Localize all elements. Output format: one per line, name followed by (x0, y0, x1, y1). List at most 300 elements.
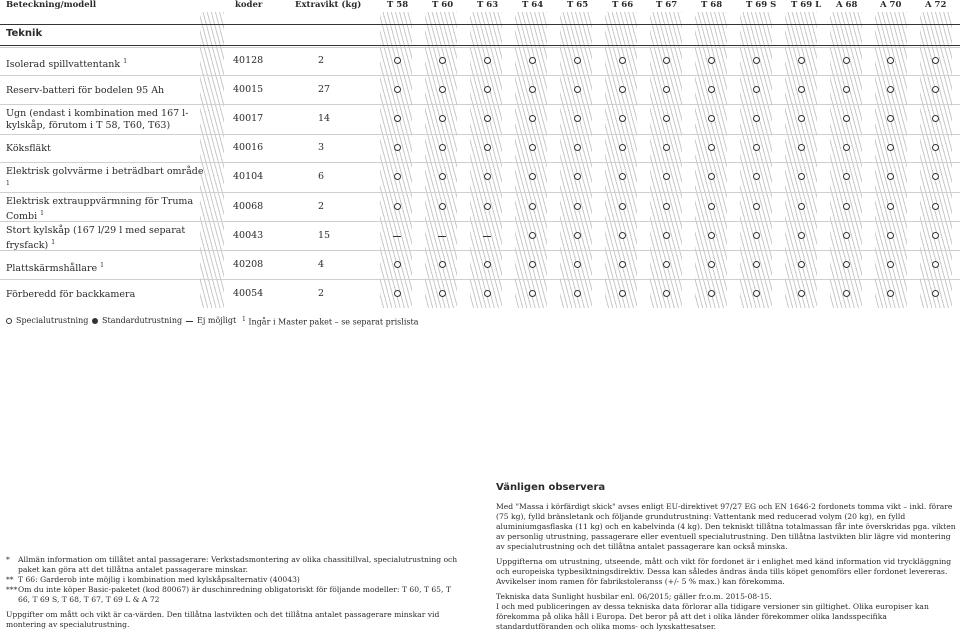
footnote-1 (6, 555, 464, 575)
open-circle-icon (887, 290, 894, 297)
vanligen-p1: Med "Massa i körfärdigt skick" avses enligt EU-direktivet 97/27 EG och EN 1646-2 fordonets tomma vikt – inkl. förare (75 kg), fylld bränsletank och följande grundutrustning: Vattentank med reducerad volym (20 kg), en fylld aluminiumgasflaska (11 kg) och en kabelvinda (4 kg). Den tekniskt tillåtna totalmassan får inte överskridas pga. vikten av personlig utrustning, passagerare eller eventuell specialutrustning. Den tillåtna lastvikten blir lägre vid montering av specialutrustning och det tillåtna antalet passagerare kan också minska. (496, 502, 956, 551)
availability-cell (571, 203, 583, 213)
open-circle-icon (932, 203, 939, 210)
open-circle-icon (619, 232, 626, 239)
row-code: 40054 (233, 288, 264, 299)
availability-cell (929, 173, 941, 183)
open-circle-icon (843, 203, 850, 210)
col-header-model: T 60 (432, 0, 454, 10)
open-circle-icon (394, 144, 401, 151)
availability-cell (705, 232, 717, 242)
open-circle-icon (574, 203, 581, 210)
availability-cell (526, 173, 538, 183)
footnote-3-mark: *** (6, 585, 18, 594)
open-circle-icon (708, 232, 715, 239)
availability-cell (705, 57, 717, 67)
availability-cell (481, 261, 493, 271)
availability-cell (436, 86, 448, 96)
open-circle-icon (843, 173, 850, 180)
table-row (0, 75, 960, 105)
col-header-model: T 69 S (746, 0, 777, 10)
row-label (6, 260, 206, 275)
availability-cell (705, 173, 717, 183)
footnote-2 (6, 575, 464, 585)
open-circle-icon (529, 144, 536, 151)
availability-cell (840, 290, 852, 300)
availability-cell (481, 290, 493, 300)
availability-cell (660, 86, 672, 96)
open-circle-icon (843, 57, 850, 64)
open-circle-icon (932, 86, 939, 93)
open-circle-icon (887, 203, 894, 210)
open-circle-icon (708, 144, 715, 151)
vanligen-p3b: I och med publiceringen av dessa tekniska data förlorar alla tidigare versioner sin giltighet. Olika europiser kan förekomma på olika håll i Europa. Det beror på att det i olika länder förekommer olika landsspecifika standardutföranden och olika moms- och lyxskattesatser. (496, 602, 929, 631)
availability-cell (571, 115, 583, 125)
open-circle-icon (394, 173, 401, 180)
availability-cell (660, 173, 672, 183)
availability-cell (660, 290, 672, 300)
availability-cell (436, 232, 448, 242)
open-circle-icon (574, 144, 581, 151)
availability-cell (481, 144, 493, 154)
row-weight: 14 (318, 113, 331, 124)
dash-icon (438, 236, 446, 237)
row-label (6, 56, 206, 71)
availability-cell (840, 173, 852, 183)
availability-cell (929, 290, 941, 300)
open-circle-icon (619, 261, 626, 268)
row-label-text: Elektrisk extrauppvärmning för Truma Combi (6, 196, 194, 223)
row-weight: 2 (318, 288, 325, 299)
table-row (0, 250, 960, 280)
availability-cell (660, 203, 672, 213)
open-circle-icon (843, 144, 850, 151)
availability-cell (840, 115, 852, 125)
open-circle-icon (439, 261, 446, 268)
open-circle-icon (753, 57, 760, 64)
availability-cell (436, 290, 448, 300)
open-circle-icon (932, 115, 939, 122)
availability-cell (571, 173, 583, 183)
availability-cell (660, 232, 672, 242)
availability-cell (616, 173, 628, 183)
availability-cell (616, 290, 628, 300)
availability-cell (750, 57, 762, 67)
availability-cell (481, 203, 493, 213)
availability-cell (929, 261, 941, 271)
open-circle-icon (484, 115, 491, 122)
col-header-name: Beteckning/modell (6, 0, 97, 10)
availability-cell (884, 57, 896, 67)
row-label-text: Reserv-batteri för bodelen 95 Ah (6, 85, 165, 96)
availability-cell (840, 86, 852, 96)
availability-cell (571, 290, 583, 300)
availability-cell (884, 173, 896, 183)
row-label (6, 143, 206, 155)
availability-cell (795, 173, 807, 183)
table-row (0, 192, 960, 222)
open-circle-icon (932, 173, 939, 180)
availability-cell (840, 261, 852, 271)
table-row (0, 221, 960, 251)
availability-cell (436, 173, 448, 183)
availability-cell (750, 86, 762, 96)
availability-cell (481, 173, 493, 183)
open-circle-icon (529, 57, 536, 64)
table-row (0, 47, 960, 76)
open-circle-icon (529, 203, 536, 210)
availability-cell (391, 57, 403, 67)
availability-cell (526, 57, 538, 67)
row-label-sup: 1 (51, 239, 56, 246)
col-header-model: A 70 (880, 0, 902, 10)
open-circle-icon (484, 144, 491, 151)
col-header-model: T 58 (387, 0, 409, 10)
open-circle-icon (708, 115, 715, 122)
open-circle-icon (887, 115, 894, 122)
open-circle-icon (484, 261, 491, 268)
open-circle-icon (843, 86, 850, 93)
availability-cell (750, 144, 762, 154)
vanligen-notes (496, 502, 956, 637)
open-circle-icon (619, 144, 626, 151)
row-label-sup: 1 (123, 58, 128, 65)
open-circle-icon (663, 203, 670, 210)
row-code: 40128 (233, 55, 264, 66)
row-weight: 15 (318, 230, 331, 241)
open-circle-icon (439, 86, 446, 93)
availability-cell (705, 261, 717, 271)
availability-cell (840, 57, 852, 67)
open-circle-icon (932, 290, 939, 297)
col-header-weight: Extravikt (kg) (295, 0, 362, 10)
open-circle-icon (394, 290, 401, 297)
availability-cell (705, 144, 717, 154)
open-circle-icon (753, 261, 760, 268)
open-circle-icon (6, 318, 12, 324)
row-code: 40043 (233, 230, 264, 241)
open-circle-icon (843, 232, 850, 239)
section-bar (0, 24, 960, 46)
open-circle-icon (439, 203, 446, 210)
open-circle-icon (798, 144, 805, 151)
open-circle-icon (753, 173, 760, 180)
section-title: Teknik (6, 28, 43, 39)
availability-cell (436, 115, 448, 125)
open-circle-icon (798, 86, 805, 93)
availability-cell (571, 86, 583, 96)
open-circle-icon (708, 203, 715, 210)
open-circle-icon (663, 115, 670, 122)
open-circle-icon (574, 173, 581, 180)
availability-cell (750, 261, 762, 271)
open-circle-icon (887, 173, 894, 180)
availability-cell (660, 144, 672, 154)
open-circle-icon (887, 144, 894, 151)
availability-cell (481, 232, 493, 242)
availability-cell (526, 203, 538, 213)
col-header-model: T 63 (477, 0, 499, 10)
footnote-2-mark: ** (6, 575, 14, 584)
open-circle-icon (619, 173, 626, 180)
availability-cell (929, 57, 941, 67)
row-code: 40068 (233, 201, 264, 212)
row-label (6, 166, 206, 193)
open-circle-icon (753, 86, 760, 93)
legend-not-possible-label: Ej möjligt (197, 316, 237, 325)
open-circle-icon (753, 115, 760, 122)
availability-cell (526, 261, 538, 271)
legend-special-label: Specialutrustning (16, 316, 89, 325)
availability-cell (391, 86, 403, 96)
row-code: 40208 (233, 259, 264, 270)
open-circle-icon (663, 173, 670, 180)
legend-standard (92, 316, 182, 325)
open-circle-icon (529, 86, 536, 93)
open-circle-icon (574, 115, 581, 122)
row-label (6, 196, 206, 223)
open-circle-icon (798, 261, 805, 268)
open-circle-icon (394, 86, 401, 93)
row-label-sup: 1 (100, 262, 104, 269)
table-row (0, 134, 960, 163)
availability-cell (571, 261, 583, 271)
open-circle-icon (529, 261, 536, 268)
open-circle-icon (529, 290, 536, 297)
row-label-text: Isolerad spillvattentank (6, 59, 121, 71)
row-weight: 4 (318, 259, 325, 270)
open-circle-icon (574, 290, 581, 297)
availability-cell (884, 144, 896, 154)
availability-cell (840, 203, 852, 213)
open-circle-icon (708, 86, 715, 93)
row-weight: 27 (318, 84, 331, 95)
open-circle-icon (708, 173, 715, 180)
row-label (6, 85, 206, 97)
availability-cell (571, 57, 583, 67)
availability-cell (840, 232, 852, 242)
availability-cell (391, 115, 403, 125)
open-circle-icon (798, 57, 805, 64)
availability-cell (795, 86, 807, 96)
availability-cell (795, 232, 807, 242)
dash-icon (483, 236, 491, 237)
availability-cell (571, 144, 583, 154)
row-label-sup: 1 (6, 180, 10, 187)
legend-special (6, 316, 88, 325)
open-circle-icon (887, 57, 894, 64)
availability-cell (391, 173, 403, 183)
open-circle-icon (798, 115, 805, 122)
open-circle-icon (753, 290, 760, 297)
col-header-model: T 65 (567, 0, 589, 10)
availability-cell (840, 144, 852, 154)
availability-cell (526, 290, 538, 300)
row-code: 40015 (233, 84, 264, 95)
availability-cell (705, 290, 717, 300)
availability-cell (705, 203, 717, 213)
table-row (0, 162, 960, 193)
availability-cell (795, 203, 807, 213)
availability-cell (929, 86, 941, 96)
table-header (0, 0, 960, 12)
availability-cell (929, 203, 941, 213)
availability-cell (481, 57, 493, 67)
open-circle-icon (798, 232, 805, 239)
availability-cell (795, 144, 807, 154)
dash-icon (393, 236, 401, 237)
col-header-model: T 64 (522, 0, 544, 10)
availability-cell (481, 86, 493, 96)
row-label-text: Elektrisk golvvärme i beträdbart område (6, 166, 204, 177)
open-circle-icon (439, 115, 446, 122)
availability-cell (750, 290, 762, 300)
row-code: 40104 (233, 171, 264, 182)
availability-cell (884, 261, 896, 271)
legend-master (242, 316, 418, 327)
footnote-2-text: T 66: Garderob inte möjlig i kombination med kylskåpsalternativ (40043) (18, 575, 300, 584)
open-circle-icon (708, 261, 715, 268)
dash-icon (186, 321, 193, 322)
open-circle-icon (753, 144, 760, 151)
availability-cell (616, 86, 628, 96)
open-circle-icon (394, 115, 401, 122)
availability-cell (795, 261, 807, 271)
open-circle-icon (843, 115, 850, 122)
availability-cell (391, 144, 403, 154)
footnote-3 (6, 585, 464, 605)
open-circle-icon (843, 290, 850, 297)
availability-cell (391, 261, 403, 271)
availability-cell (750, 115, 762, 125)
availability-cell (526, 144, 538, 154)
open-circle-icon (529, 173, 536, 180)
row-label-sup: 1 (40, 210, 44, 217)
open-circle-icon (439, 144, 446, 151)
row-label-text: Ugn (endast i kombination med 167 l-kylskåp, förutom i T 58, T60, T63) (6, 108, 189, 131)
legend-master-sup: 1 (242, 316, 246, 323)
availability-cell (436, 144, 448, 154)
open-circle-icon (798, 290, 805, 297)
row-label-text: Köksfläkt (6, 143, 51, 154)
col-header-model: T 66 (612, 0, 634, 10)
availability-cell (795, 57, 807, 67)
availability-cell (391, 232, 403, 242)
availability-cell (391, 290, 403, 300)
vanligen-p3a: Tekniska data Sunlight husbilar enl. 06/2015; gäller fr.o.m. 2015-08-15. (496, 592, 772, 601)
availability-cell (436, 57, 448, 67)
availability-cell (929, 115, 941, 125)
footnote-1-mark: * (6, 555, 10, 564)
open-circle-icon (663, 57, 670, 64)
availability-cell (616, 115, 628, 125)
open-circle-icon (484, 173, 491, 180)
open-circle-icon (484, 203, 491, 210)
open-circle-icon (439, 57, 446, 64)
row-label (6, 108, 206, 132)
open-circle-icon (574, 232, 581, 239)
open-circle-icon (932, 261, 939, 268)
footnotes (6, 555, 464, 635)
open-circle-icon (394, 203, 401, 210)
open-circle-icon (798, 173, 805, 180)
availability-cell (391, 203, 403, 213)
open-circle-icon (753, 232, 760, 239)
open-circle-icon (887, 232, 894, 239)
availability-cell (436, 261, 448, 271)
open-circle-icon (619, 203, 626, 210)
row-weight: 3 (318, 142, 325, 153)
open-circle-icon (887, 86, 894, 93)
open-circle-icon (932, 144, 939, 151)
availability-cell (526, 115, 538, 125)
availability-cell (929, 232, 941, 242)
availability-cell (795, 290, 807, 300)
legend-standard-label: Standardutrustning (102, 316, 183, 325)
open-circle-icon (887, 261, 894, 268)
availability-cell (660, 261, 672, 271)
open-circle-icon (663, 261, 670, 268)
availability-cell (795, 115, 807, 125)
open-circle-icon (708, 290, 715, 297)
availability-cell (705, 115, 717, 125)
col-header-model: T 67 (656, 0, 678, 10)
open-circle-icon (529, 115, 536, 122)
open-circle-icon (574, 57, 581, 64)
open-circle-icon (394, 57, 401, 64)
table-row (0, 279, 960, 309)
col-header-model: T 68 (701, 0, 723, 10)
availability-cell (616, 261, 628, 271)
filled-circle-icon (92, 318, 98, 324)
table-row (0, 104, 960, 135)
availability-cell (929, 144, 941, 154)
col-header-code: koder (235, 0, 263, 10)
open-circle-icon (663, 144, 670, 151)
open-circle-icon (439, 173, 446, 180)
open-circle-icon (484, 290, 491, 297)
open-circle-icon (708, 57, 715, 64)
availability-cell (616, 232, 628, 242)
vanligen-title: Vänligen observera (496, 482, 606, 493)
col-header-model: A 68 (836, 0, 858, 10)
availability-cell (526, 232, 538, 242)
availability-cell (616, 144, 628, 154)
row-label (6, 289, 206, 301)
open-circle-icon (663, 86, 670, 93)
open-circle-icon (529, 232, 536, 239)
open-circle-icon (843, 261, 850, 268)
col-header-model: A 72 (925, 0, 947, 10)
availability-cell (884, 86, 896, 96)
row-weight: 2 (318, 55, 325, 66)
footnote-1-text: Allmän information om tillåtet antal passagerare: Verkstadsmontering av olika chassitillval, specialutrustning och paket kan göra att det tillåtna antalet passagerare minskar. (18, 555, 458, 574)
vanligen-p2: Uppgifterna om utrustning, utseende, mått och vikt för fordonet är i enlighet med känd information vid tryckläggning och europeiska typbesiktningsdirektiv. Dessa kan således ändras ända tills köpet genomförs eller fordonet levereras. Avvikelser inom ramen för fabrikstoleranss (+/- 5 % max.) kan förekomma. (496, 557, 952, 586)
availability-cell (481, 115, 493, 125)
legend-master-label: Ingår i Master paket – se separat prislista (248, 317, 419, 327)
footnote-3-text: Om du inte köper Basic-paketet (kod 80067) är duschinredning obligatoriskt för följande modeller: T 60, T 65, T 66, T 69 S, T 68, T 67, T 69 L & A 72 (18, 585, 451, 604)
open-circle-icon (394, 261, 401, 268)
open-circle-icon (932, 232, 939, 239)
open-circle-icon (484, 57, 491, 64)
open-circle-icon (619, 290, 626, 297)
availability-cell (660, 57, 672, 67)
open-circle-icon (932, 57, 939, 64)
availability-cell (526, 86, 538, 96)
availability-cell (884, 290, 896, 300)
open-circle-icon (663, 232, 670, 239)
row-label (6, 225, 206, 252)
